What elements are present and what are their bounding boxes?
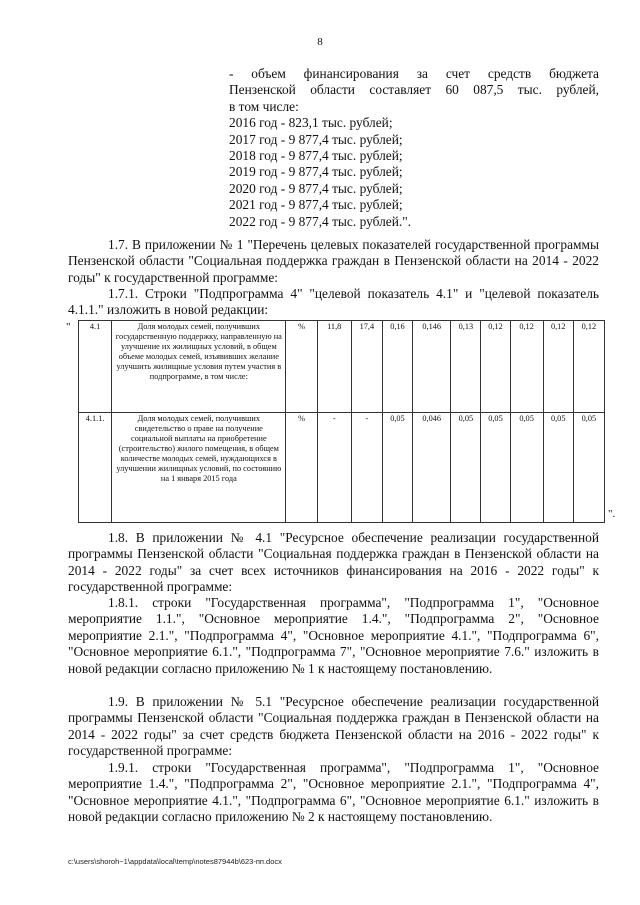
row-value: -	[317, 413, 351, 523]
row-unit: %	[286, 413, 317, 523]
financing-year: 2022 год - 9 877,4 тыс. рублей.".	[229, 213, 412, 229]
row-value: 0,05	[481, 413, 510, 523]
row-value: 0,12	[543, 321, 573, 413]
row-unit: %	[286, 321, 317, 413]
financing-line: в том числе:	[229, 98, 299, 114]
financing-year: 2019 год - 9 877,4 тыс. рублей;	[229, 164, 403, 180]
page-number: 8	[317, 36, 323, 48]
row-value: -	[351, 413, 382, 523]
row-value: 0,13	[451, 321, 481, 413]
row-value: 11,8	[317, 321, 351, 413]
indicators-table	[78, 320, 605, 523]
section-1-9-1: 1.9.1. строки "Государственная программа", "Подпрограмма 1", "Основное мероприятие 1.4.", "Подпрограмма 2", "Основное мероприятие 2.1.", "Подпрограмма 4", "Основное мероприятие 4.1.", "Подпрограмма 6", "Основное мероприятие 6.1." изложить в новой редакции согласно приложению № 2 к настоящему постановлению.	[68, 760, 599, 825]
table-row	[79, 413, 605, 523]
table-close-quote: ".	[608, 508, 616, 520]
row-value: 17,4	[351, 321, 382, 413]
financing-year: 2021 год - 9 877,4 тыс. рублей;	[229, 197, 403, 213]
row-number: 4.1.1.	[79, 413, 112, 523]
section-1-9: 1.9. В приложении № 5.1 "Ресурсное обеспечение реализации государственной программы Пензенской области "Социальная поддержка граждан в Пензенской области на 2014 - 2022 годы" за счет средств бюджета Пензенской области на 2016 - 2022 годы" к государственной программе:	[68, 694, 599, 759]
row-value: 0,146	[413, 321, 451, 413]
financing-year: 2016 год - 823,1 тыс. рублей;	[229, 115, 393, 131]
financing-year: 2020 год - 9 877,4 тыс. рублей;	[229, 180, 403, 196]
financing-year: 2017 год - 9 877,4 тыс. рублей;	[229, 131, 403, 147]
financing-line: Пензенской области составляет 60 087,5 тыс. рублей,	[229, 82, 599, 98]
row-value: 0,05	[382, 413, 412, 523]
row-value: 0,05	[451, 413, 481, 523]
financing-line: - объем финансирования за счет средств бюджета	[229, 66, 599, 81]
table-open-quote: "	[66, 321, 71, 333]
row-value: 0,05	[543, 413, 573, 523]
row-number: 4.1	[79, 321, 112, 413]
financing-year: 2018 год - 9 877,4 тыс. рублей;	[229, 148, 403, 164]
section-1-7-1: 1.7.1. Строки "Подпрограмма 4" "целевой показатель 4.1" и "целевой показатель 4.1.1." изложить в новой редакции:	[68, 286, 599, 318]
table-row	[79, 321, 605, 413]
row-value: 0,12	[510, 321, 543, 413]
row-value: 0,12	[481, 321, 510, 413]
row-description: Доля молодых семей, получивших государственную поддержку, направленную на улучшение их жилищных условий, в общем объеме молодых семей, изъявивших желание улучшить жилищные условия путем участия в подпрограмме, в том числе:	[112, 321, 286, 413]
section-1-7: 1.7. В приложении № 1 "Перечень целевых показателей государственной программы Пензенской области "Социальная поддержка граждан в Пензенской области на 2014 - 2022 годы" к государственной программе:	[68, 237, 599, 285]
footer-file-path: c:\users\shoroh~1\appdata\local\temp\notes87944b\623-пп.docx	[68, 857, 282, 866]
section-1-8: 1.8. В приложении № 4.1 "Ресурсное обеспечение реализации государственной программы Пензенской области "Социальная поддержка граждан в Пензенской области на 2014 - 2022 годы" за счет всех источников финансирования на 2016 - 2022 годы" к государственной программе:	[68, 530, 599, 595]
financing-block	[229, 66, 599, 230]
row-value: 0,16	[382, 321, 412, 413]
row-value: 0,12	[573, 321, 604, 413]
section-1-8-1: 1.8.1. строки "Государственная программа", "Подпрограмма 1", "Основное мероприятие 1.1.", "Основное мероприятие 1.4.", "Подпрограмма 2", "Основное мероприятие 2.1.", "Подпрограмма 4", "Основное мероприятие 4.1.", "Подпрограмма 6", "Основное мероприятие 6.1.", "Подпрограмма 7", "Основное мероприятие 7.6." изложить в новой редакции согласно приложению № 1 к настоящему постановлению.	[68, 595, 599, 676]
row-value: 0,05	[573, 413, 604, 523]
row-description: Доля молодых семей, получивших свидетельство о праве на получение социальной выплаты на приобретение (строительство) жилого помещения, в общем количестве молодых семей, нуждающихся в улучшении жилищных условий, по состоянию на 1 января 2015 года	[112, 413, 286, 523]
row-value: 0,05	[510, 413, 543, 523]
row-value: 0,046	[413, 413, 451, 523]
